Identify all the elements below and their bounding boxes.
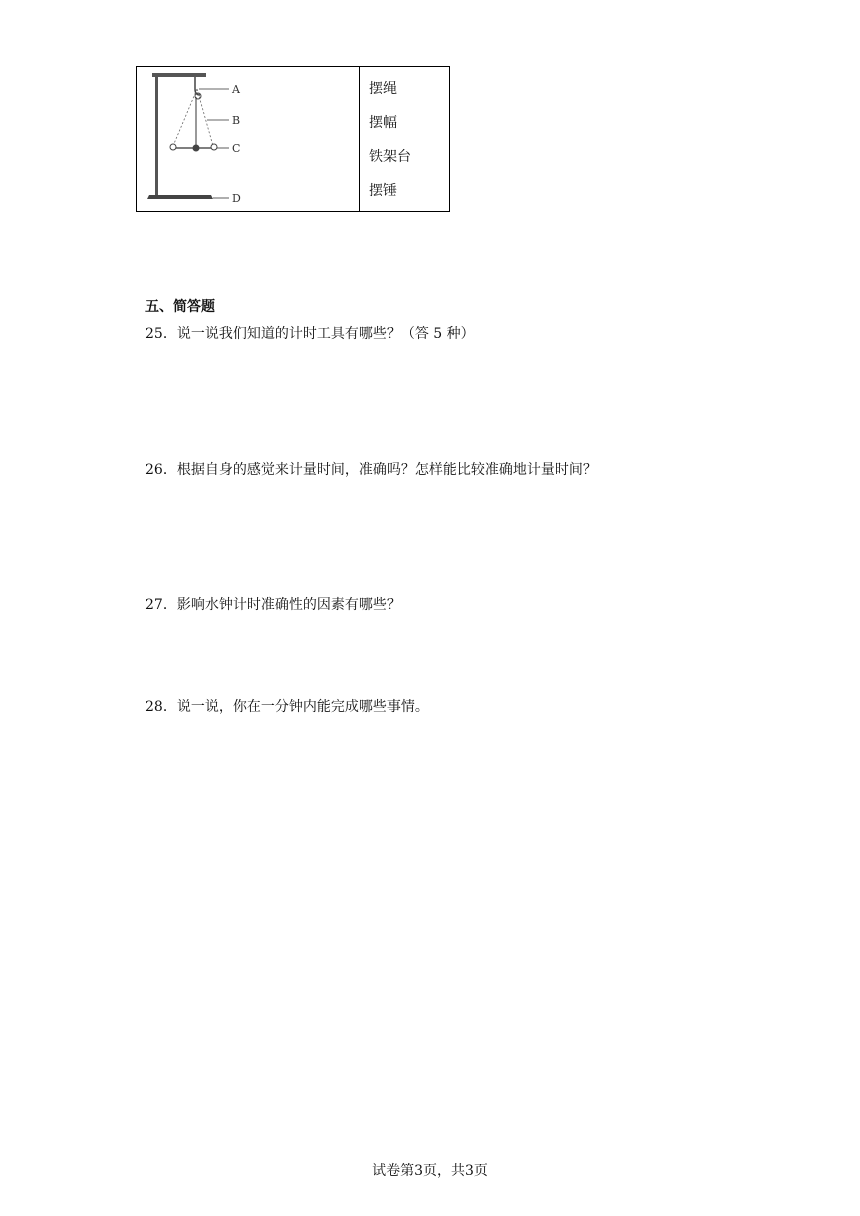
question-number: 28． <box>145 699 177 715</box>
term-item: 摆绳 <box>369 81 397 97</box>
page-footer: 试卷第3页，共3页 <box>372 1163 488 1179</box>
pendulum-diagram <box>137 67 360 213</box>
question-number: 25． <box>145 326 177 342</box>
bob-center <box>193 145 199 151</box>
label-a: A <box>232 83 240 96</box>
bob-right <box>211 144 217 150</box>
question-number: 27． <box>145 597 177 613</box>
question-26 <box>145 459 597 479</box>
bob-left <box>170 144 176 150</box>
label-c: C <box>232 142 241 155</box>
stand-top-bar <box>152 73 206 77</box>
stand-pole <box>155 75 158 195</box>
question-text: 影响水钟计时准确性的因素有哪些？ <box>176 597 401 613</box>
pivot-hook <box>195 77 200 95</box>
terms-cell <box>360 67 449 211</box>
label-b: B <box>232 114 241 127</box>
pendulum-figure-table <box>136 66 450 212</box>
swing-line-right <box>197 89 213 146</box>
term-item: 摆锤 <box>369 183 397 199</box>
term-item: 铁架台 <box>369 149 411 165</box>
stand-base <box>147 195 213 199</box>
question-28 <box>145 696 429 716</box>
pendulum-diagram-cell <box>137 67 360 211</box>
question-27 <box>145 594 401 614</box>
question-25 <box>145 323 475 343</box>
question-text: 根据自身的感觉来计量时间，准确吗？怎样能比较准确地计量时间？ <box>176 462 597 478</box>
label-d: D <box>232 192 241 205</box>
question-text: 说一说，你在一分钟内能完成哪些事情。 <box>176 699 429 715</box>
question-text: 说一说我们知道的计时工具有哪些？（答 5 种） <box>176 326 475 342</box>
term-item: 摆幅 <box>369 115 397 131</box>
section-heading: 五、简答题 <box>145 299 215 315</box>
question-number: 26． <box>145 462 177 478</box>
swing-line-left <box>173 89 197 146</box>
